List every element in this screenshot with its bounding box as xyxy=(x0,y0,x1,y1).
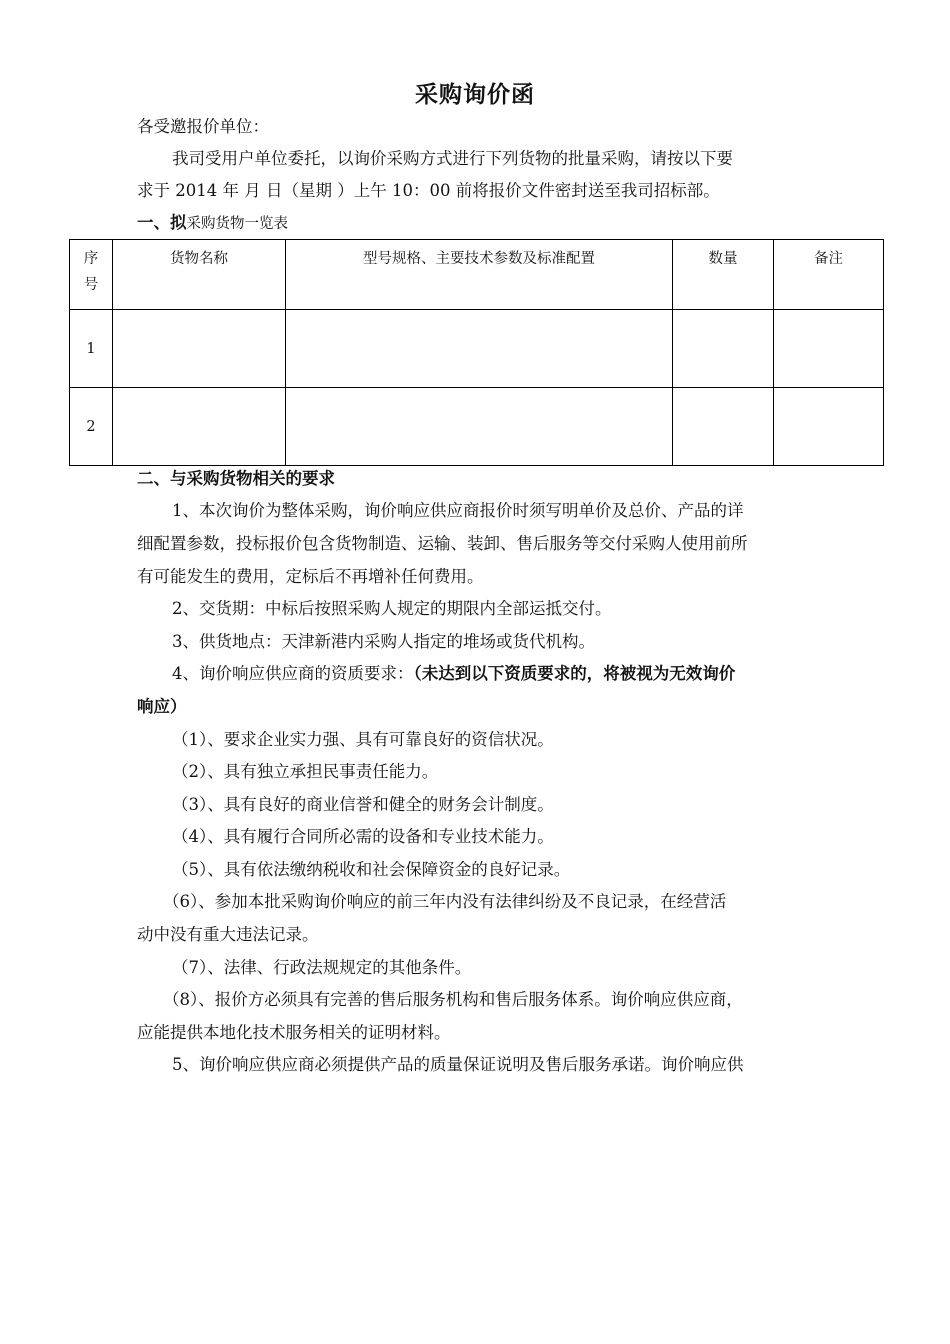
header-name: 货物名称 xyxy=(113,240,286,310)
qualification-8-line-1: （8）、报价方必须具有完善的售后服务机构和售后服务体系。询价响应供应商， xyxy=(163,990,743,1009)
cell-qty[interactable] xyxy=(673,388,774,466)
qualification-3: （3）、具有良好的商业信誉和健全的财务会计制度。 xyxy=(172,795,554,814)
cell-note[interactable] xyxy=(774,310,884,388)
cell-qty[interactable] xyxy=(673,310,774,388)
para-4-emphasis: （未达到以下资质要求的，将被视为无效询价 xyxy=(413,664,736,683)
cell-spec[interactable] xyxy=(286,310,673,388)
intro-line-1: 我司受用户单位委托，以询价采购方式进行下列货物的批量采购，请按以下要 xyxy=(172,149,733,168)
goods-table xyxy=(69,239,884,466)
para-1-line-2: 细配置参数，投标报价包含货物制造、运输、装卸、售后服务等交付采购人使用前所 xyxy=(137,534,748,553)
table-row xyxy=(70,310,884,388)
header-seq xyxy=(70,240,113,310)
qualification-5: （5）、具有依法缴纳税收和社会保障资金的良好记录。 xyxy=(172,860,571,879)
salutation: 各受邀报价单位： xyxy=(137,117,269,136)
cell-seq: 2 xyxy=(70,388,113,466)
section-1-prefix: 一、拟 xyxy=(137,213,187,232)
section-1-heading xyxy=(137,212,288,235)
qualification-1: （1）、要求企业实力强、具有可靠良好的资信状况。 xyxy=(172,730,554,749)
para-5: 5、询价响应供应商必须提供产品的质量保证说明及售后服务承诺。询价响应供 xyxy=(172,1055,744,1074)
para-4-emphasis-end: 响应） xyxy=(137,697,187,716)
header-note: 备注 xyxy=(774,240,884,310)
qualification-4: （4）、具有履行合同所必需的设备和专业技术能力。 xyxy=(172,827,554,846)
doc-title: 采购询价函 xyxy=(415,82,535,108)
intro-line-2: 求于 2014 年 月 日（星期 ）上午 10：00 前将报价文件密封送至我司招标部。 xyxy=(137,181,720,200)
qualification-2: （2）、具有独立承担民事责任能力。 xyxy=(172,762,439,781)
table-row xyxy=(70,388,884,466)
header-seq-line-1: 序 xyxy=(83,251,99,267)
qualification-6-line-1: （6）、参加本批采购询价响应的前三年内没有法律纠纷及不良记录，在经营活 xyxy=(163,892,727,911)
para-1-line-1: 1、本次询价为整体采购，询价响应供应商报价时须写明单价及总价、产品的详 xyxy=(172,501,744,520)
header-spec: 型号规格、主要技术参数及标准配置 xyxy=(286,240,673,310)
para-4-text: 4、询价响应供应商的资质要求： xyxy=(172,664,414,683)
para-1-line-3: 有可能发生的费用，定标后不再增补任何费用。 xyxy=(137,567,484,586)
para-2: 2、交货期：中标后按照采购人规定的期限内全部运抵交付。 xyxy=(172,599,612,618)
para-3: 3、供货地点：天津新港内采购人指定的堆场或货代机构。 xyxy=(172,632,595,651)
cell-note[interactable] xyxy=(774,388,884,466)
cell-seq: 1 xyxy=(70,310,113,388)
qualification-8-line-2: 应能提供本地化技术服务相关的证明材料。 xyxy=(137,1023,451,1042)
header-qty: 数量 xyxy=(673,240,774,310)
header-seq-line-2: 号 xyxy=(83,277,99,293)
cell-name[interactable] xyxy=(113,388,286,466)
section-2-heading: 二、与采购货物相关的要求 xyxy=(137,469,335,488)
qualification-6-line-2: 动中没有重大违法记录。 xyxy=(137,925,319,944)
qualification-7: （7）、法律、行政法规规定的其他条件。 xyxy=(172,958,472,977)
para-4 xyxy=(172,663,735,685)
section-1-suffix: 采购货物一览表 xyxy=(186,216,288,232)
table-header-row xyxy=(70,240,884,310)
cell-name[interactable] xyxy=(113,310,286,388)
cell-spec[interactable] xyxy=(286,388,673,466)
